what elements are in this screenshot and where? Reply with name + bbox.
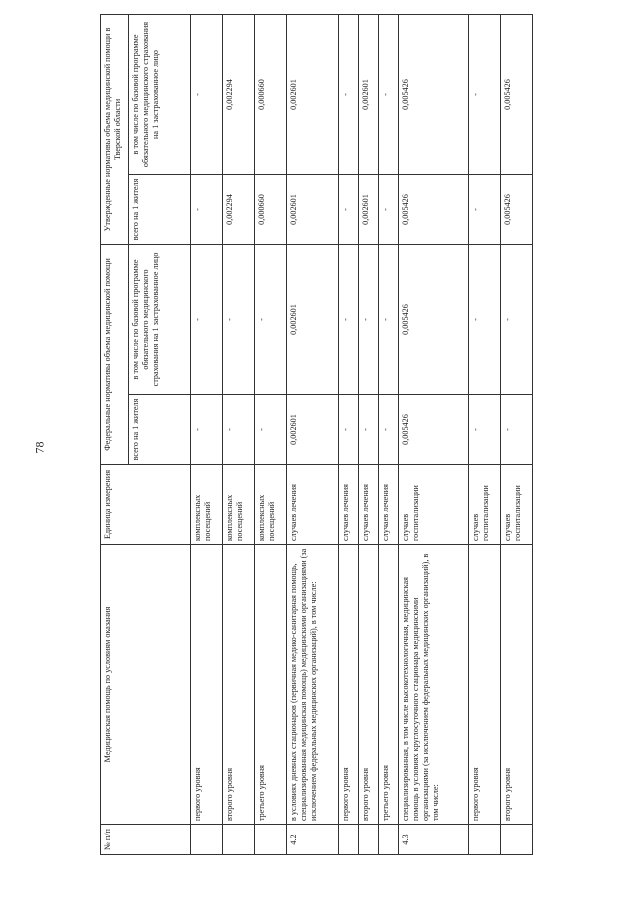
cell-num (191, 825, 223, 855)
cell-approved-per-resident: 0,000660 (255, 175, 287, 245)
cell-unit: случаев лечения (379, 465, 399, 545)
cell-federal-per-insured: - (223, 245, 255, 395)
cell-federal-per-insured: 0,005426 (399, 245, 469, 395)
header-federal: Федеральные нормативы объема медицинской помощи (101, 245, 129, 465)
rotated-table-wrapper (100, 15, 570, 855)
cell-federal-per-resident: - (191, 395, 223, 465)
cell-num (379, 825, 399, 855)
cell-federal-per-insured: - (339, 245, 359, 395)
cell-unit: комплексных посещений (223, 465, 255, 545)
header-num: № п/п (101, 825, 191, 855)
cell-federal-per-resident: - (501, 395, 533, 465)
cell-approved-per-insured: 0,002294 (223, 15, 255, 175)
table-row (379, 15, 399, 855)
cell-care: первого уровня (191, 545, 223, 825)
header-approved-per-resident: всего на 1 жителя (129, 175, 191, 245)
table-row (359, 15, 379, 855)
table-row (469, 15, 501, 855)
header-approved: Утвержденные нормативы объема медицинской помощи в Тверской области (101, 15, 129, 245)
cell-care: третьего уровня (379, 545, 399, 825)
cell-num (501, 825, 533, 855)
cell-unit: случаев госпитализации (399, 465, 469, 545)
cell-num: 4.2 (287, 825, 339, 855)
cell-federal-per-insured: - (379, 245, 399, 395)
cell-federal-per-insured: - (255, 245, 287, 395)
cell-approved-per-insured: - (191, 15, 223, 175)
cell-num (339, 825, 359, 855)
header-unit: Единица измерения (101, 465, 191, 545)
header-approved-per-insured: в том числе по базовой программе обязательного медицинского страхования на 1 застрахованное лицо (129, 15, 191, 175)
header-federal-per-insured: в том числе по базовой программе обязательного медицинского страхования на 1 застрахованное лицо (129, 245, 191, 395)
table-row (223, 15, 255, 855)
cell-unit: комплексных посещений (255, 465, 287, 545)
cell-federal-per-insured: - (501, 245, 533, 395)
cell-approved-per-insured: 0,002601 (287, 15, 339, 175)
cell-approved-per-resident: 0,002601 (287, 175, 339, 245)
cell-federal-per-resident: - (359, 395, 379, 465)
cell-approved-per-insured: - (469, 15, 501, 175)
cell-unit: комплексных посещений (191, 465, 223, 545)
cell-federal-per-insured: 0,002601 (287, 245, 339, 395)
cell-approved-per-resident: - (469, 175, 501, 245)
cell-care: третьего уровня (255, 545, 287, 825)
table-row (191, 15, 223, 855)
cell-unit: случаев госпитализации (469, 465, 501, 545)
header-care: Медицинская помощь по условиям оказания (101, 545, 191, 825)
cell-num (469, 825, 501, 855)
table-row (287, 15, 339, 855)
cell-care: второго уровня (223, 545, 255, 825)
cell-num (223, 825, 255, 855)
page-number: 78 (32, 441, 47, 454)
cell-approved-per-resident: 0,002294 (223, 175, 255, 245)
cell-federal-per-resident: - (469, 395, 501, 465)
cell-care: второго уровня (501, 545, 533, 825)
cell-unit: случаев лечения (359, 465, 379, 545)
cell-care: второго уровня (359, 545, 379, 825)
cell-unit: случаев госпитализации (501, 465, 533, 545)
cell-unit: случаев лечения (339, 465, 359, 545)
cell-federal-per-insured: - (359, 245, 379, 395)
cell-federal-per-resident: 0,002601 (287, 395, 339, 465)
norms-table (100, 14, 533, 855)
cell-care: специализированная, в том числе высокотехнологичная, медицинская помощь в условиях круглосуточного стационара медицинскими организациями (за исключением федеральных медицинских организаций), в том числе: (399, 545, 469, 825)
cell-num: 4.3 (399, 825, 469, 855)
cell-num (359, 825, 379, 855)
cell-care: в условиях дневных стационаров (первичная медико-санитарная помощь, специализированная медицинская помощь) медицинскими организациями (за исключением федеральных медицинских организаций), в том числе: (287, 545, 339, 825)
cell-approved-per-insured: 0,002601 (359, 15, 379, 175)
cell-approved-per-insured: - (379, 15, 399, 175)
table-row (255, 15, 287, 855)
cell-approved-per-insured: 0,005426 (399, 15, 469, 175)
cell-federal-per-resident: - (255, 395, 287, 465)
table-row (399, 15, 469, 855)
cell-approved-per-insured: 0,000660 (255, 15, 287, 175)
cell-approved-per-resident: - (191, 175, 223, 245)
cell-care: первого уровня (469, 545, 501, 825)
cell-approved-per-insured: - (339, 15, 359, 175)
header-federal-per-resident: всего на 1 жителя (129, 395, 191, 465)
cell-approved-per-resident: 0,002601 (359, 175, 379, 245)
cell-approved-per-resident: - (339, 175, 359, 245)
table-row (339, 15, 359, 855)
cell-approved-per-resident: 0,005426 (501, 175, 533, 245)
cell-approved-per-resident: 0,005426 (399, 175, 469, 245)
cell-num (255, 825, 287, 855)
cell-unit: случаев лечения (287, 465, 339, 545)
cell-federal-per-insured: - (469, 245, 501, 395)
cell-approved-per-insured: 0,005426 (501, 15, 533, 175)
cell-care: первого уровня (339, 545, 359, 825)
cell-federal-per-resident: 0,005426 (399, 395, 469, 465)
cell-federal-per-resident: - (223, 395, 255, 465)
cell-federal-per-insured: - (191, 245, 223, 395)
cell-federal-per-resident: - (379, 395, 399, 465)
cell-approved-per-resident: - (379, 175, 399, 245)
table-row (501, 15, 533, 855)
cell-federal-per-resident: - (339, 395, 359, 465)
